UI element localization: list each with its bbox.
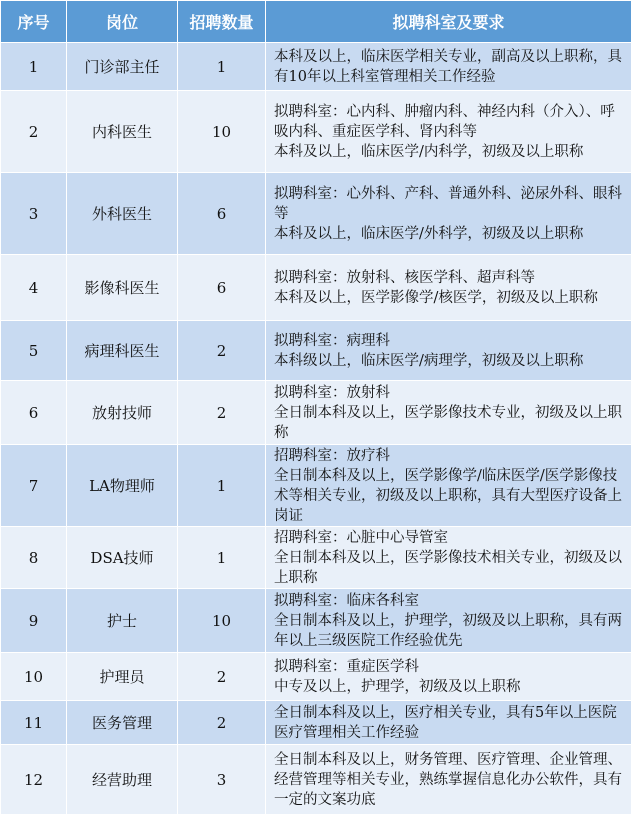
cell-seq: 9 — [1, 589, 67, 653]
cell-count: 1 — [178, 445, 266, 527]
cell-requirements: 招聘科室：心脏中心导管室 全日制本科及以上，医学影像技术相关专业，初级及以上职称 — [266, 527, 631, 589]
cell-seq: 10 — [1, 653, 67, 701]
cell-requirements: 拟聘科室：病理科 本科级以上，临床医学/病理学，初级及以上职称 — [266, 321, 631, 381]
cell-count: 3 — [178, 745, 266, 815]
cell-seq: 3 — [1, 173, 67, 255]
cell-count: 10 — [178, 589, 266, 653]
header-requirements: 拟聘科室及要求 — [266, 1, 631, 43]
cell-position: LA物理师 — [67, 445, 178, 527]
cell-seq: 4 — [1, 255, 67, 321]
table-row — [1, 173, 631, 255]
cell-position: 经营助理 — [67, 745, 178, 815]
cell-position: 外科医生 — [67, 173, 178, 255]
cell-seq: 1 — [1, 43, 67, 91]
cell-position: 护理员 — [67, 653, 178, 701]
cell-count: 1 — [178, 43, 266, 91]
cell-position: 门诊部主任 — [67, 43, 178, 91]
cell-count: 2 — [178, 701, 266, 745]
table-row — [1, 589, 631, 653]
cell-count: 2 — [178, 321, 266, 381]
table-row — [1, 701, 631, 745]
cell-seq: 8 — [1, 527, 67, 589]
cell-requirements: 拟聘科室：临床各科室 全日制本科及以上，护理学，初级及以上职称，具有两年以上三级医院工作经验优先 — [266, 589, 631, 653]
cell-position: DSA技师 — [67, 527, 178, 589]
cell-requirements: 招聘科室：放疗科 全日制本科及以上，医学影像学/临床医学/医学影像技术等相关专业，初级及以上职称，具有大型医疗设备上岗证 — [266, 445, 631, 527]
table-row — [1, 43, 631, 91]
table-row — [1, 445, 631, 527]
cell-count: 6 — [178, 173, 266, 255]
cell-count: 2 — [178, 381, 266, 445]
table-row — [1, 381, 631, 445]
cell-requirements: 拟聘科室：放射科 全日制本科及以上，医学影像技术专业，初级及以上职称 — [266, 381, 631, 445]
cell-position: 病理科医生 — [67, 321, 178, 381]
cell-requirements: 拟聘科室：重症医学科 中专及以上，护理学，初级及以上职称 — [266, 653, 631, 701]
cell-count: 6 — [178, 255, 266, 321]
cell-seq: 12 — [1, 745, 67, 815]
cell-seq: 5 — [1, 321, 67, 381]
cell-position: 内科医生 — [67, 91, 178, 173]
table-row — [1, 91, 631, 173]
header-seq: 序号 — [1, 1, 67, 43]
table-row — [1, 255, 631, 321]
table-row — [1, 745, 631, 815]
table-row — [1, 527, 631, 589]
cell-count: 10 — [178, 91, 266, 173]
cell-position: 医务管理 — [67, 701, 178, 745]
table-header-row — [1, 1, 631, 43]
cell-requirements: 拟聘科室：放射科、核医学科、超声科等 本科及以上，医学影像学/核医学，初级及以上职称 — [266, 255, 631, 321]
header-position: 岗位 — [67, 1, 178, 43]
cell-position: 放射技师 — [67, 381, 178, 445]
cell-requirements: 拟聘科室：心外科、产科、普通外科、泌尿外科、眼科等 本科及以上，临床医学/外科学，初级及以上职称 — [266, 173, 631, 255]
table-row — [1, 321, 631, 381]
cell-requirements: 全日制本科及以上，财务管理、医疗管理、企业管理、经营管理等相关专业，熟练掌握信息化办公软件，具有一定的文案功底 — [266, 745, 631, 815]
table-row — [1, 653, 631, 701]
cell-position: 护士 — [67, 589, 178, 653]
header-count: 招聘数量 — [178, 1, 266, 43]
cell-requirements: 拟聘科室：心内科、肿瘤内科、神经内科（介入）、呼吸内科、重症医学科、肾内科等 本科及以上，临床医学/内科学，初级及以上职称 — [266, 91, 631, 173]
cell-count: 2 — [178, 653, 266, 701]
cell-requirements: 本科及以上，临床医学相关专业，副高及以上职称，具有10年以上科室管理相关工作经验 — [266, 43, 631, 91]
cell-count: 1 — [178, 527, 266, 589]
cell-seq: 2 — [1, 91, 67, 173]
cell-seq: 6 — [1, 381, 67, 445]
cell-seq: 7 — [1, 445, 67, 527]
cell-requirements: 全日制本科及以上，医疗相关专业，具有5年以上医院医疗管理相关工作经验 — [266, 701, 631, 745]
cell-position: 影像科医生 — [67, 255, 178, 321]
cell-seq: 11 — [1, 701, 67, 745]
